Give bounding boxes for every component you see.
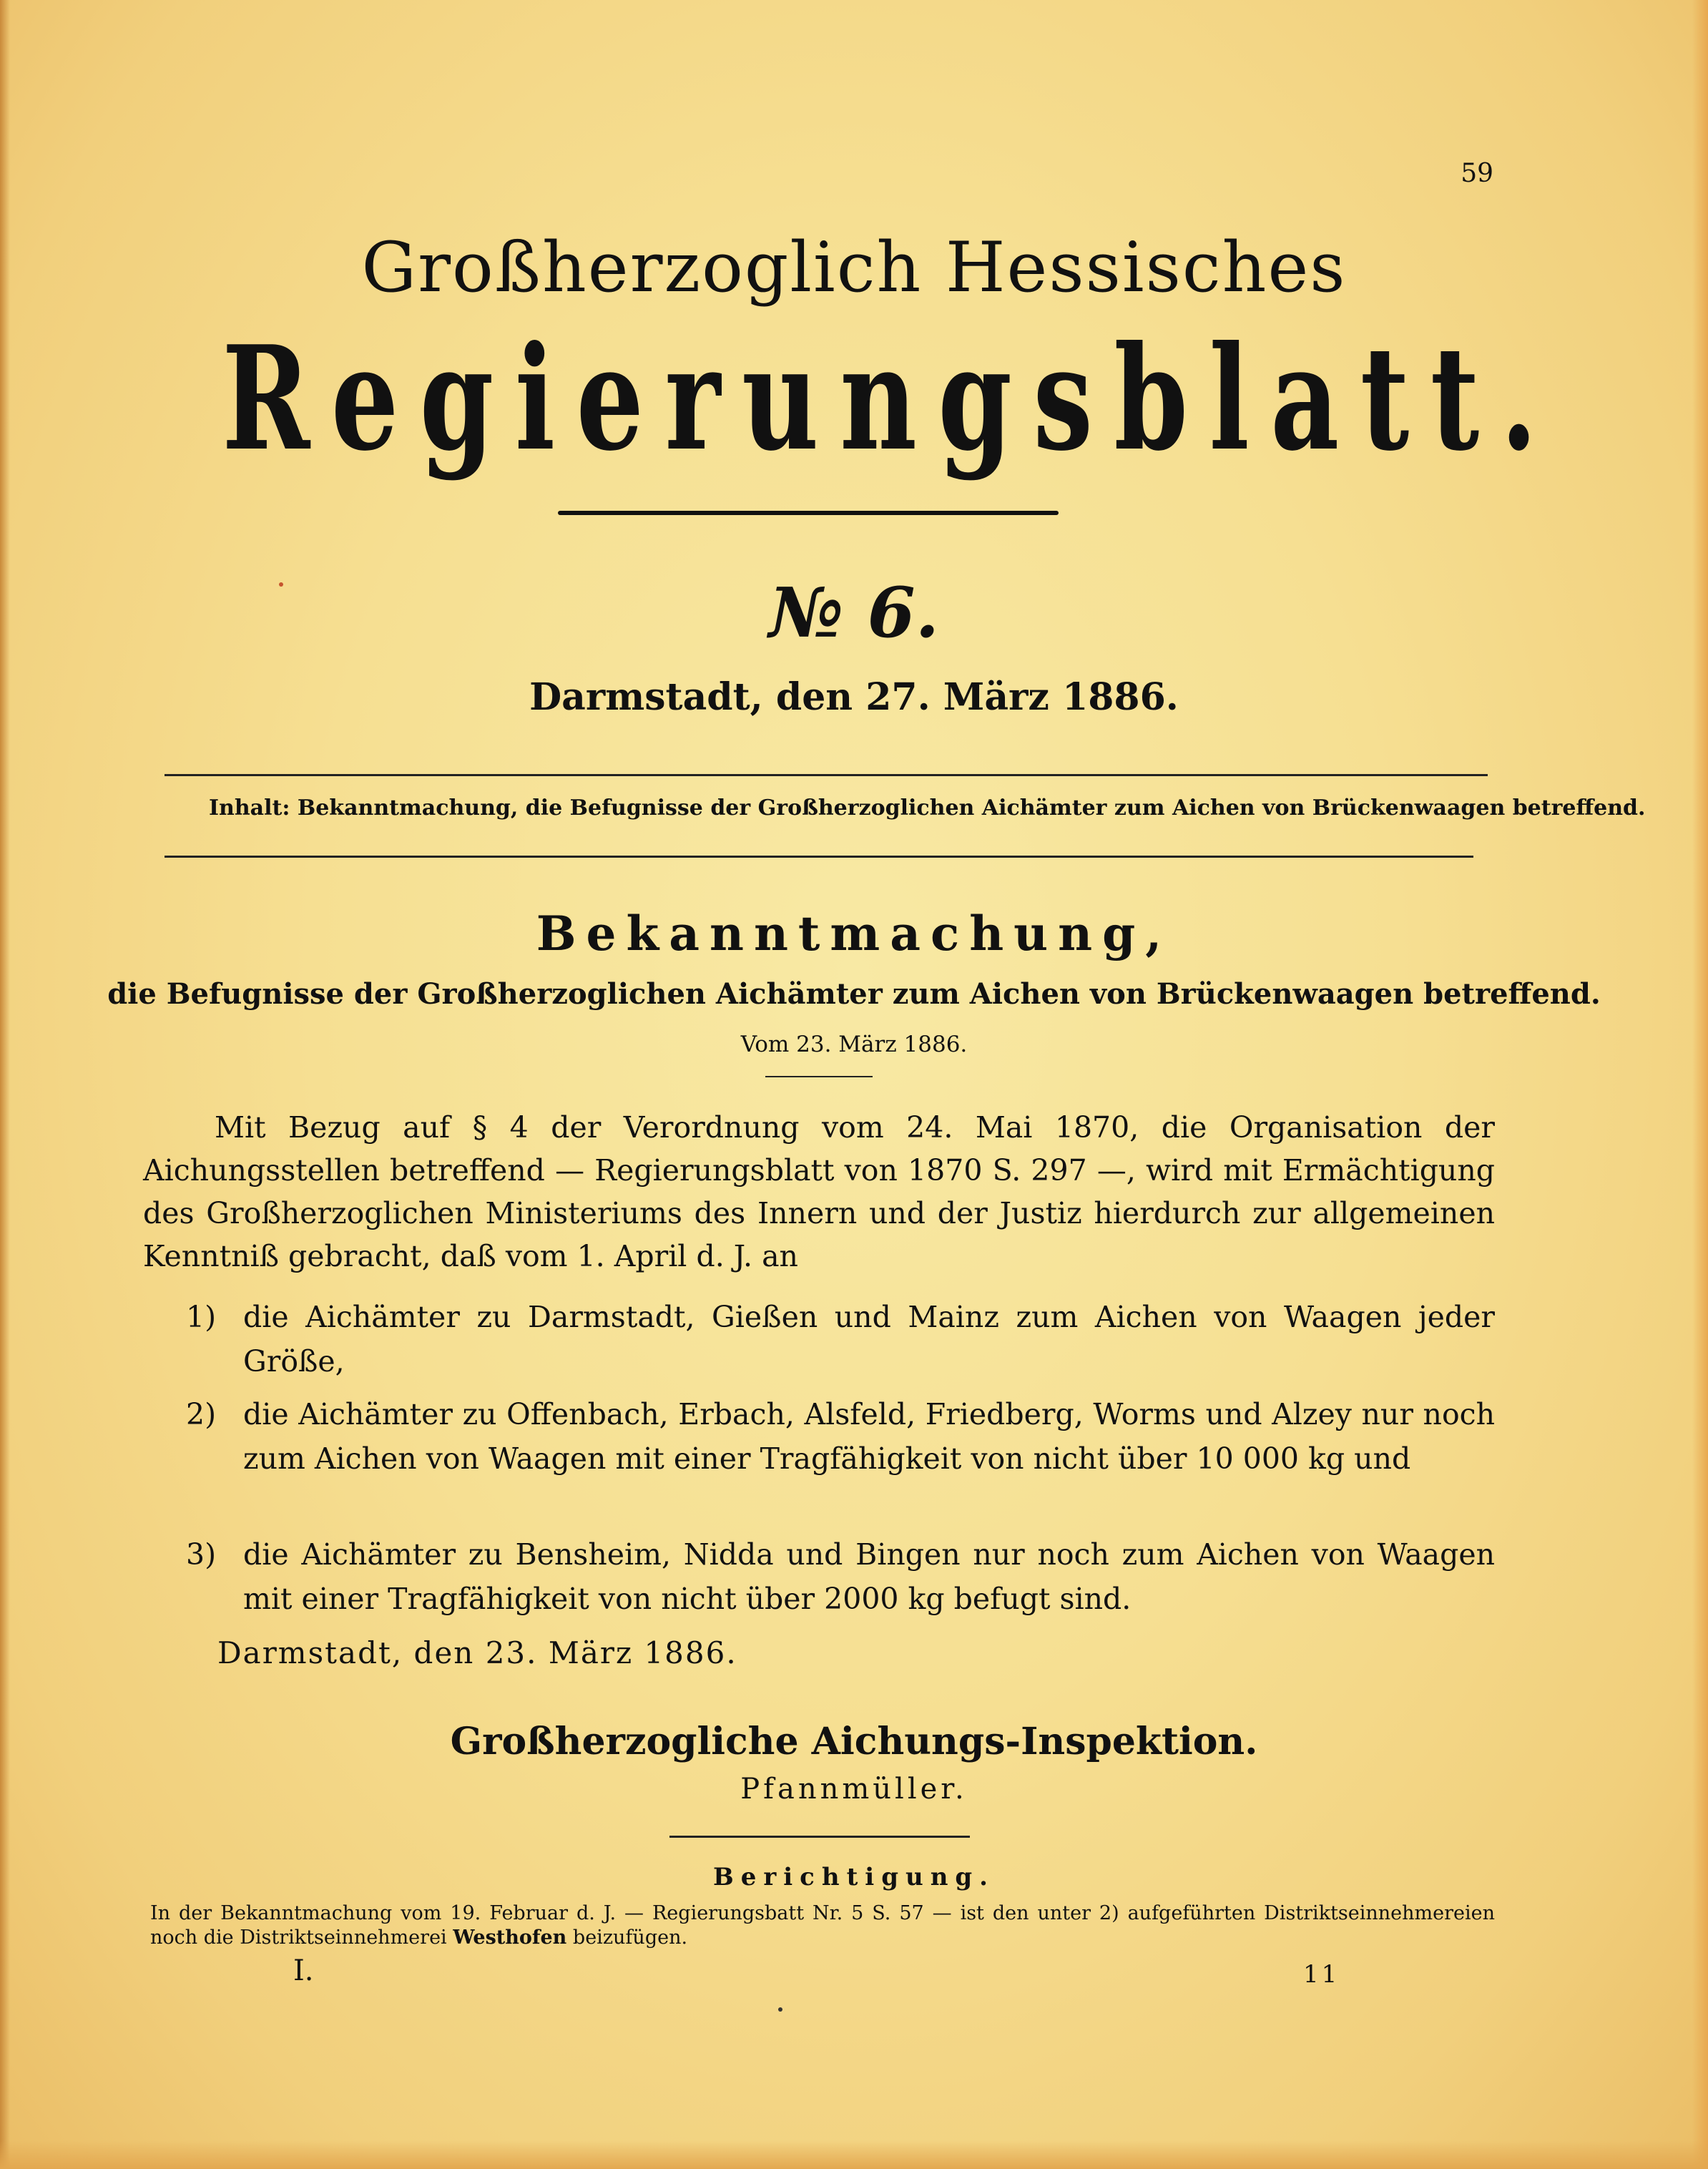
divider [165, 774, 1488, 776]
correction-text-part1: In der Bekanntmachung vom 19. Februar d. J. — Regierungsbatt Nr. 5 S. 57 — ist den unter 2) aufgeführten Distriktseinnehmereien noch die Distriktseinnehmerei [150, 1902, 1495, 1949]
list-item-text: die Aichämter zu Darmstadt, Gießen und Mainz zum Aichen von Waagen jeder Größe, [243, 1300, 1495, 1379]
signing-place-date: Darmstadt, den 23. März 1886. [217, 1635, 737, 1670]
issue-number: № 6. [769, 572, 939, 653]
correction-text-part2: beizufügen. [572, 1926, 688, 1949]
list-item-number: 3) [186, 1537, 217, 1572]
sheet-signature-right: 11 [1303, 1960, 1340, 1989]
list-item-text: die Aichämter zu Bensheim, Nidda und Bingen nur noch zum Aichen von Waagen mit einer Tragfähigkeit von nicht über 2000 kg befugt sind. [243, 1537, 1495, 1616]
divider [765, 1076, 873, 1077]
issuing-authority: Großherzogliche Aichungs-Inspektion. [450, 1720, 1258, 1763]
correction-text [150, 1901, 1495, 1950]
correction-title: Berichtigung. [712, 1863, 996, 1891]
correction-emphasis: Westhofen [453, 1926, 567, 1949]
list-item [186, 1532, 1495, 1621]
announcement-date: Vom 23. März 1886. [740, 1032, 968, 1057]
list-item [186, 1392, 1495, 1481]
page-number: 59 [1461, 159, 1493, 188]
ink-speck [778, 2007, 782, 2012]
sheet-signature-left: I. [293, 1954, 314, 1987]
signer-name: Pfannmüller. [740, 1773, 968, 1806]
divider [165, 856, 1473, 858]
page-edge-shadow [0, 2140, 1708, 2169]
divider [558, 511, 1059, 515]
masthead-title: Regierungsblatt. [222, 315, 1559, 483]
issue-dateline: Darmstadt, den 27. März 1886. [529, 675, 1179, 719]
list-item-number: 1) [186, 1300, 217, 1334]
announcement-subheading: die Befugnisse der Großherzoglichen Aichämter zum Aichen von Brückenwaagen betreffend. [107, 977, 1601, 1011]
announcement-heading: Bekanntmachung, [536, 906, 1172, 961]
masthead-line1: Großherzoglich Hessisches [361, 227, 1347, 308]
list-item [186, 1295, 1495, 1384]
list-item-number: 2) [186, 1397, 217, 1431]
announcement-body: Mit Bezug auf § 4 der Verordnung vom 24. Mai 1870, die Organisation der Aichungsstellen betreffend — Regierungsblatt von 1870 S. 297 —, wird mit Ermächtigung des Großherzoglichen Ministeriums des Innern und der Justiz hierdurch zur allgemeinen Kenntniß gebracht, daß vom 1. April d. J. an [143, 1110, 1495, 1273]
page-edge-shadow [0, 0, 10, 2169]
list-item-text: die Aichämter zu Offenbach, Erbach, Alsfeld, Friedberg, Worms und Alzey nur noch zum Aichen von Waagen mit einer Tragfähigkeit von nicht über 10 000 kg und [243, 1397, 1495, 1476]
divider [669, 1836, 970, 1838]
table-of-contents: Inhalt: Bekanntmachung, die Befugnisse der Großherzoglichen Aichämter zum Aichen von Brückenwaagen betreffend. [209, 795, 1646, 821]
page-edge-shadow [1692, 0, 1708, 2169]
